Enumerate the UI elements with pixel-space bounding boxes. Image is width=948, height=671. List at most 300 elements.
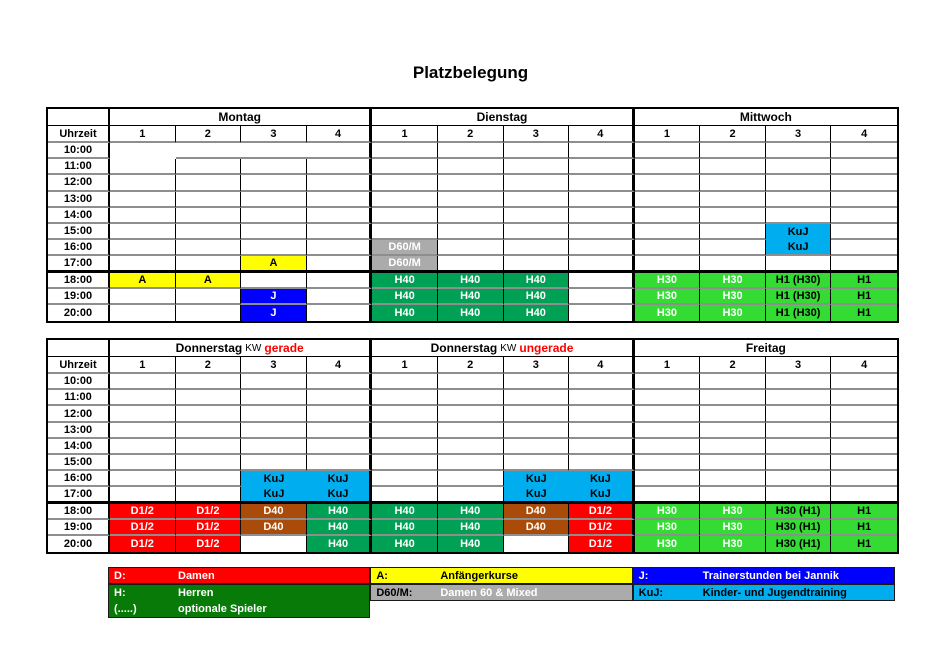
schedule-cell bbox=[504, 240, 570, 256]
schedule-cell bbox=[110, 305, 176, 321]
schedule-cell bbox=[504, 143, 570, 159]
schedule-cell: H40 bbox=[438, 504, 504, 520]
schedule-cell bbox=[176, 159, 242, 175]
schedule-cell bbox=[110, 175, 176, 191]
schedule-cell bbox=[831, 143, 897, 159]
schedule-cell bbox=[438, 208, 504, 224]
day-header-cell: Montag bbox=[110, 109, 372, 126]
schedule-cell bbox=[569, 240, 635, 256]
schedule-cell bbox=[110, 159, 176, 175]
schedule-cell: H40 bbox=[307, 520, 373, 536]
schedule-cell bbox=[766, 439, 832, 455]
schedule-cell: D1/2 bbox=[110, 520, 176, 536]
schedule-cell bbox=[766, 487, 832, 503]
time-cell: 17:00 bbox=[48, 256, 110, 272]
schedule-cell bbox=[569, 273, 635, 289]
schedule-cell bbox=[307, 390, 373, 406]
court-header-cell: 2 bbox=[438, 357, 504, 374]
schedule-cell bbox=[241, 423, 307, 439]
court-header-cell: 4 bbox=[569, 126, 635, 143]
schedule-cell: A bbox=[241, 256, 307, 272]
page-title: Platzbelegung bbox=[412, 63, 529, 82]
schedule-cell bbox=[831, 390, 897, 406]
legend-description: Kinder- und Jugendtraining bbox=[702, 586, 847, 599]
schedule-cell bbox=[241, 240, 307, 256]
schedule-cell bbox=[372, 208, 438, 224]
schedule-cell: D1/2 bbox=[176, 536, 242, 552]
schedule-cell bbox=[110, 240, 176, 256]
schedule-cell: H1 bbox=[831, 273, 897, 289]
time-cell: 10:00 bbox=[48, 143, 110, 159]
schedule-cell: H1 bbox=[831, 520, 897, 536]
schedule-cell bbox=[569, 374, 635, 390]
schedule-cell bbox=[831, 374, 897, 390]
legend-key: D60/M: bbox=[376, 586, 413, 599]
legend bbox=[108, 567, 895, 618]
schedule-cell: H40 bbox=[372, 289, 438, 305]
schedule-cell: D1/2 bbox=[110, 536, 176, 552]
court-header-cell: 3 bbox=[241, 126, 307, 143]
schedule-cell bbox=[569, 175, 635, 191]
legend-line bbox=[634, 585, 894, 600]
schedule-cell: KuJ bbox=[241, 471, 307, 487]
court-header-cell: 1 bbox=[372, 126, 438, 143]
schedule-cell bbox=[307, 455, 373, 471]
schedule-cell bbox=[766, 192, 832, 208]
time-cell: 13:00 bbox=[48, 192, 110, 208]
schedule-cell bbox=[176, 374, 242, 390]
schedule-cell: KuJ bbox=[241, 487, 307, 503]
time-cell: 15:00 bbox=[48, 455, 110, 471]
schedule-cell bbox=[831, 240, 897, 256]
court-header-cell: 1 bbox=[110, 357, 176, 374]
schedule-cell bbox=[241, 175, 307, 191]
schedule-cell: D1/2 bbox=[569, 504, 635, 520]
schedule-cell bbox=[438, 423, 504, 439]
schedule-cell bbox=[831, 224, 897, 240]
schedule-cell bbox=[831, 175, 897, 191]
schedule-cell bbox=[438, 224, 504, 240]
schedule-cell bbox=[635, 143, 701, 159]
schedule-cell bbox=[241, 208, 307, 224]
court-header-cell: 2 bbox=[700, 357, 766, 374]
schedule-cell: H40 bbox=[372, 520, 438, 536]
schedule-cell bbox=[700, 374, 766, 390]
time-cell: 17:00 bbox=[48, 487, 110, 503]
schedule-cell bbox=[635, 423, 701, 439]
schedule-cell: H30 bbox=[700, 520, 766, 536]
schedule-cell: D40 bbox=[504, 504, 570, 520]
schedule-cell bbox=[438, 406, 504, 422]
schedule-cell bbox=[635, 487, 701, 503]
schedule-cell: KuJ bbox=[307, 487, 373, 503]
schedule-cell bbox=[569, 390, 635, 406]
schedule-cell bbox=[569, 159, 635, 175]
schedule-cell bbox=[241, 406, 307, 422]
schedule-cell bbox=[700, 159, 766, 175]
schedule-cell bbox=[307, 208, 373, 224]
legend-line bbox=[109, 601, 369, 617]
time-cell: 13:00 bbox=[48, 423, 110, 439]
schedule-cell bbox=[504, 390, 570, 406]
schedule-cell bbox=[635, 374, 701, 390]
schedule-cell bbox=[700, 143, 766, 159]
schedule-cell bbox=[438, 192, 504, 208]
schedule-cell: KuJ bbox=[504, 487, 570, 503]
time-cell: 18:00 bbox=[48, 273, 110, 289]
schedule-cell bbox=[307, 289, 373, 305]
schedule-cell bbox=[831, 256, 897, 272]
schedule-cell bbox=[831, 471, 897, 487]
schedule-cell bbox=[831, 406, 897, 422]
schedule-cell: D60/M bbox=[372, 240, 438, 256]
legend-key: H: bbox=[114, 587, 126, 600]
schedule-cell bbox=[504, 439, 570, 455]
court-header-cell: 4 bbox=[831, 126, 897, 143]
schedule-cell bbox=[307, 374, 373, 390]
schedule-cell bbox=[110, 143, 176, 159]
schedule-cell bbox=[569, 439, 635, 455]
schedule-cell: KuJ bbox=[766, 224, 832, 240]
schedule-cell bbox=[307, 240, 373, 256]
schedule-cell bbox=[831, 439, 897, 455]
schedule-cell: D1/2 bbox=[569, 536, 635, 552]
schedule-cell bbox=[110, 439, 176, 455]
schedule-cell bbox=[831, 208, 897, 224]
schedule-cell bbox=[700, 390, 766, 406]
schedule-cell: H40 bbox=[372, 504, 438, 520]
schedule-cell bbox=[372, 439, 438, 455]
schedule-cell bbox=[569, 455, 635, 471]
schedule-cell: H30 (H1) bbox=[766, 536, 832, 552]
legend-line bbox=[109, 585, 369, 601]
schedule-cell bbox=[635, 439, 701, 455]
schedule-cell bbox=[569, 224, 635, 240]
schedule-cell bbox=[504, 175, 570, 191]
time-cell: 12:00 bbox=[48, 406, 110, 422]
schedule-cell bbox=[176, 208, 242, 224]
schedule-cell bbox=[307, 143, 373, 159]
schedule-cell bbox=[635, 240, 701, 256]
schedule-cell: H40 bbox=[438, 289, 504, 305]
legend-description: Herren bbox=[178, 587, 214, 600]
schedule-cell: H30 bbox=[635, 305, 701, 321]
schedule-cell bbox=[110, 224, 176, 240]
schedule-cell bbox=[635, 159, 701, 175]
schedule-cell bbox=[307, 256, 373, 272]
day-header-cell: Mittwoch bbox=[635, 109, 897, 126]
time-cell: 15:00 bbox=[48, 224, 110, 240]
legend-line bbox=[109, 568, 369, 583]
schedule-cell: D1/2 bbox=[110, 504, 176, 520]
schedule-cell: H30 bbox=[635, 289, 701, 305]
schedule-cell bbox=[766, 423, 832, 439]
schedule-cell bbox=[766, 455, 832, 471]
schedule-cell: H30 bbox=[635, 273, 701, 289]
legend-description: optionale Spieler bbox=[178, 603, 267, 616]
schedule-cell: A bbox=[110, 273, 176, 289]
schedule-cell bbox=[176, 423, 242, 439]
court-header-cell: 1 bbox=[372, 357, 438, 374]
legend-description: Trainerstunden bei Jannik bbox=[702, 569, 839, 582]
schedule-cell bbox=[176, 289, 242, 305]
day-header-cell: Donnerstag KW ungerade bbox=[372, 340, 634, 357]
schedule-cell bbox=[176, 240, 242, 256]
schedule-cell bbox=[176, 406, 242, 422]
schedule-cell bbox=[372, 192, 438, 208]
schedule-cell: KuJ bbox=[569, 487, 635, 503]
schedule-cell bbox=[110, 406, 176, 422]
schedule-cell bbox=[504, 224, 570, 240]
schedule-cell bbox=[176, 143, 242, 159]
schedule-cell bbox=[504, 159, 570, 175]
schedule-cell bbox=[504, 374, 570, 390]
court-header-cell: 1 bbox=[635, 126, 701, 143]
schedule-cell bbox=[372, 487, 438, 503]
time-cell: 20:00 bbox=[48, 305, 110, 321]
schedule-cell bbox=[504, 208, 570, 224]
schedule-cell: KuJ bbox=[504, 471, 570, 487]
schedule-cell bbox=[766, 406, 832, 422]
schedule-cell bbox=[438, 487, 504, 503]
schedule-cell: H40 bbox=[372, 305, 438, 321]
schedule-cell: H40 bbox=[504, 289, 570, 305]
schedule-cell bbox=[176, 224, 242, 240]
legend-item bbox=[108, 584, 370, 618]
schedule-cell bbox=[569, 423, 635, 439]
time-cell: 20:00 bbox=[48, 536, 110, 552]
schedule-cell bbox=[176, 390, 242, 406]
schedule-cell bbox=[176, 439, 242, 455]
court-header-cell: 3 bbox=[241, 357, 307, 374]
schedule-cell: D1/2 bbox=[569, 520, 635, 536]
schedule-cell bbox=[372, 374, 438, 390]
schedule-cell bbox=[831, 423, 897, 439]
schedule-cell bbox=[241, 390, 307, 406]
schedule-cell bbox=[438, 471, 504, 487]
schedule-cell: H40 bbox=[372, 536, 438, 552]
schedule-cell: H30 (H1) bbox=[766, 520, 832, 536]
schedule-cell bbox=[438, 159, 504, 175]
schedule-cell bbox=[307, 439, 373, 455]
schedule-cell bbox=[241, 159, 307, 175]
schedule-cell bbox=[241, 273, 307, 289]
schedule-cell: H1 bbox=[831, 504, 897, 520]
schedule-cell bbox=[307, 273, 373, 289]
schedule-cell: H30 (H1) bbox=[766, 504, 832, 520]
legend-description: Damen bbox=[178, 569, 215, 582]
schedule-cell bbox=[766, 208, 832, 224]
schedule-cell bbox=[635, 471, 701, 487]
schedule-cell bbox=[241, 536, 307, 552]
schedule-cell: H30 bbox=[700, 289, 766, 305]
schedule-cell bbox=[307, 423, 373, 439]
schedule-cell bbox=[110, 390, 176, 406]
court-header-cell: 4 bbox=[831, 357, 897, 374]
schedule-cell: H40 bbox=[438, 520, 504, 536]
time-cell: 12:00 bbox=[48, 175, 110, 191]
schedule-cell bbox=[504, 192, 570, 208]
schedule-cell bbox=[372, 455, 438, 471]
schedule-cell bbox=[635, 256, 701, 272]
court-header-cell: 4 bbox=[307, 357, 373, 374]
schedule-cell bbox=[110, 256, 176, 272]
legend-line bbox=[371, 568, 631, 583]
schedule-cell: H1 (H30) bbox=[766, 305, 832, 321]
schedule-cell: H40 bbox=[438, 273, 504, 289]
schedule-cell: H40 bbox=[307, 504, 373, 520]
schedule-cell bbox=[438, 240, 504, 256]
schedule-cell bbox=[766, 374, 832, 390]
schedule-cell bbox=[700, 406, 766, 422]
legend-key: J: bbox=[638, 569, 649, 582]
schedule-cell: D1/2 bbox=[176, 520, 242, 536]
schedule-cell bbox=[569, 208, 635, 224]
schedule-cell bbox=[307, 159, 373, 175]
court-header-cell: 2 bbox=[438, 126, 504, 143]
schedule-cell: D60/M bbox=[372, 256, 438, 272]
schedule-cell bbox=[700, 471, 766, 487]
time-cell: 19:00 bbox=[48, 289, 110, 305]
schedule-cell bbox=[569, 256, 635, 272]
schedule-cell bbox=[504, 406, 570, 422]
schedule-cell bbox=[504, 536, 570, 552]
time-cell: 10:00 bbox=[48, 374, 110, 390]
schedule-cell bbox=[176, 175, 242, 191]
schedule-cell: H30 bbox=[635, 504, 701, 520]
schedule-cell: J bbox=[241, 305, 307, 321]
corner-cell bbox=[48, 109, 110, 126]
schedule-cell bbox=[569, 192, 635, 208]
schedule-cell bbox=[110, 455, 176, 471]
schedule-cell: H40 bbox=[504, 273, 570, 289]
day-header-cell: Freitag bbox=[635, 340, 897, 357]
schedule-table-mon-wed bbox=[46, 107, 899, 323]
schedule-cell bbox=[241, 439, 307, 455]
schedule-cell: H1 bbox=[831, 305, 897, 321]
time-cell: 14:00 bbox=[48, 208, 110, 224]
schedule-cell bbox=[372, 423, 438, 439]
legend-key: KuJ: bbox=[638, 586, 664, 599]
schedule-cell bbox=[504, 455, 570, 471]
schedule-cell bbox=[569, 289, 635, 305]
schedule-cell bbox=[831, 455, 897, 471]
schedule-cell: H30 bbox=[700, 536, 766, 552]
schedule-cell bbox=[700, 487, 766, 503]
schedule-cell bbox=[176, 455, 242, 471]
court-header-cell: 2 bbox=[700, 126, 766, 143]
schedule-cell bbox=[307, 305, 373, 321]
schedule-cell bbox=[372, 406, 438, 422]
schedule-cell: D40 bbox=[241, 504, 307, 520]
court-header-cell: 3 bbox=[766, 357, 832, 374]
schedule-cell bbox=[438, 374, 504, 390]
schedule-cell bbox=[700, 256, 766, 272]
schedule-cell bbox=[766, 256, 832, 272]
corner-cell bbox=[48, 340, 110, 357]
schedule-cell: H30 bbox=[635, 520, 701, 536]
legend-description: Damen 60 & Mixed bbox=[440, 586, 538, 599]
schedule-cell: H30 bbox=[700, 305, 766, 321]
schedule-cell: D40 bbox=[504, 520, 570, 536]
legend-line bbox=[371, 585, 631, 600]
legend-item bbox=[370, 567, 632, 584]
schedule-cell bbox=[372, 159, 438, 175]
schedule-cell: H40 bbox=[372, 273, 438, 289]
court-header-cell: 2 bbox=[176, 126, 242, 143]
schedule-cell bbox=[700, 224, 766, 240]
legend-description: Anfängerkurse bbox=[440, 569, 518, 582]
schedule-cell: J bbox=[241, 289, 307, 305]
schedule-cell bbox=[176, 487, 242, 503]
schedule-cell bbox=[635, 224, 701, 240]
schedule-cell bbox=[307, 175, 373, 191]
schedule-cell bbox=[372, 471, 438, 487]
legend-line bbox=[634, 568, 894, 583]
schedule-cell bbox=[176, 256, 242, 272]
schedule-cell: D40 bbox=[241, 520, 307, 536]
schedule-cell bbox=[372, 224, 438, 240]
schedule-cell: H30 bbox=[700, 504, 766, 520]
time-cell: 11:00 bbox=[48, 159, 110, 175]
schedule-cell bbox=[438, 390, 504, 406]
schedule-cell bbox=[307, 406, 373, 422]
schedule-cell bbox=[831, 487, 897, 503]
schedule-cell: KuJ bbox=[569, 471, 635, 487]
schedule-cell: KuJ bbox=[766, 240, 832, 256]
schedule-cell bbox=[635, 175, 701, 191]
legend-item bbox=[633, 567, 895, 584]
schedule-cell bbox=[569, 305, 635, 321]
schedule-cell bbox=[766, 143, 832, 159]
schedule-cell bbox=[438, 256, 504, 272]
schedule-cell bbox=[635, 406, 701, 422]
schedule-cell bbox=[504, 423, 570, 439]
schedule-cell bbox=[307, 192, 373, 208]
schedule-cell bbox=[700, 423, 766, 439]
court-header-cell: 1 bbox=[110, 126, 176, 143]
time-cell: 16:00 bbox=[48, 240, 110, 256]
schedule-cell bbox=[110, 289, 176, 305]
schedule-cell bbox=[569, 406, 635, 422]
time-cell: 14:00 bbox=[48, 439, 110, 455]
schedule-cell bbox=[700, 208, 766, 224]
time-cell: 16:00 bbox=[48, 471, 110, 487]
schedule-cell bbox=[438, 175, 504, 191]
schedule-cell: H30 bbox=[700, 273, 766, 289]
time-header-cell: Uhrzeit bbox=[48, 126, 110, 143]
schedule-cell bbox=[831, 192, 897, 208]
schedule-cell bbox=[635, 390, 701, 406]
schedule-cell: H1 (H30) bbox=[766, 273, 832, 289]
court-header-cell: 3 bbox=[504, 126, 570, 143]
schedule-cell: H40 bbox=[438, 305, 504, 321]
court-header-cell: 2 bbox=[176, 357, 242, 374]
court-header-cell: 3 bbox=[766, 126, 832, 143]
schedule-cell: KuJ bbox=[307, 471, 373, 487]
schedule-cell bbox=[176, 305, 242, 321]
schedule-cell bbox=[241, 224, 307, 240]
schedule-cell bbox=[372, 175, 438, 191]
court-header-cell: 4 bbox=[307, 126, 373, 143]
schedule-cell bbox=[504, 256, 570, 272]
schedule-cell bbox=[241, 143, 307, 159]
schedule-cell bbox=[635, 455, 701, 471]
schedule-cell: H1 (H30) bbox=[766, 289, 832, 305]
court-header-cell: 4 bbox=[569, 357, 635, 374]
time-header-cell: Uhrzeit bbox=[48, 357, 110, 374]
schedule-cell bbox=[635, 208, 701, 224]
